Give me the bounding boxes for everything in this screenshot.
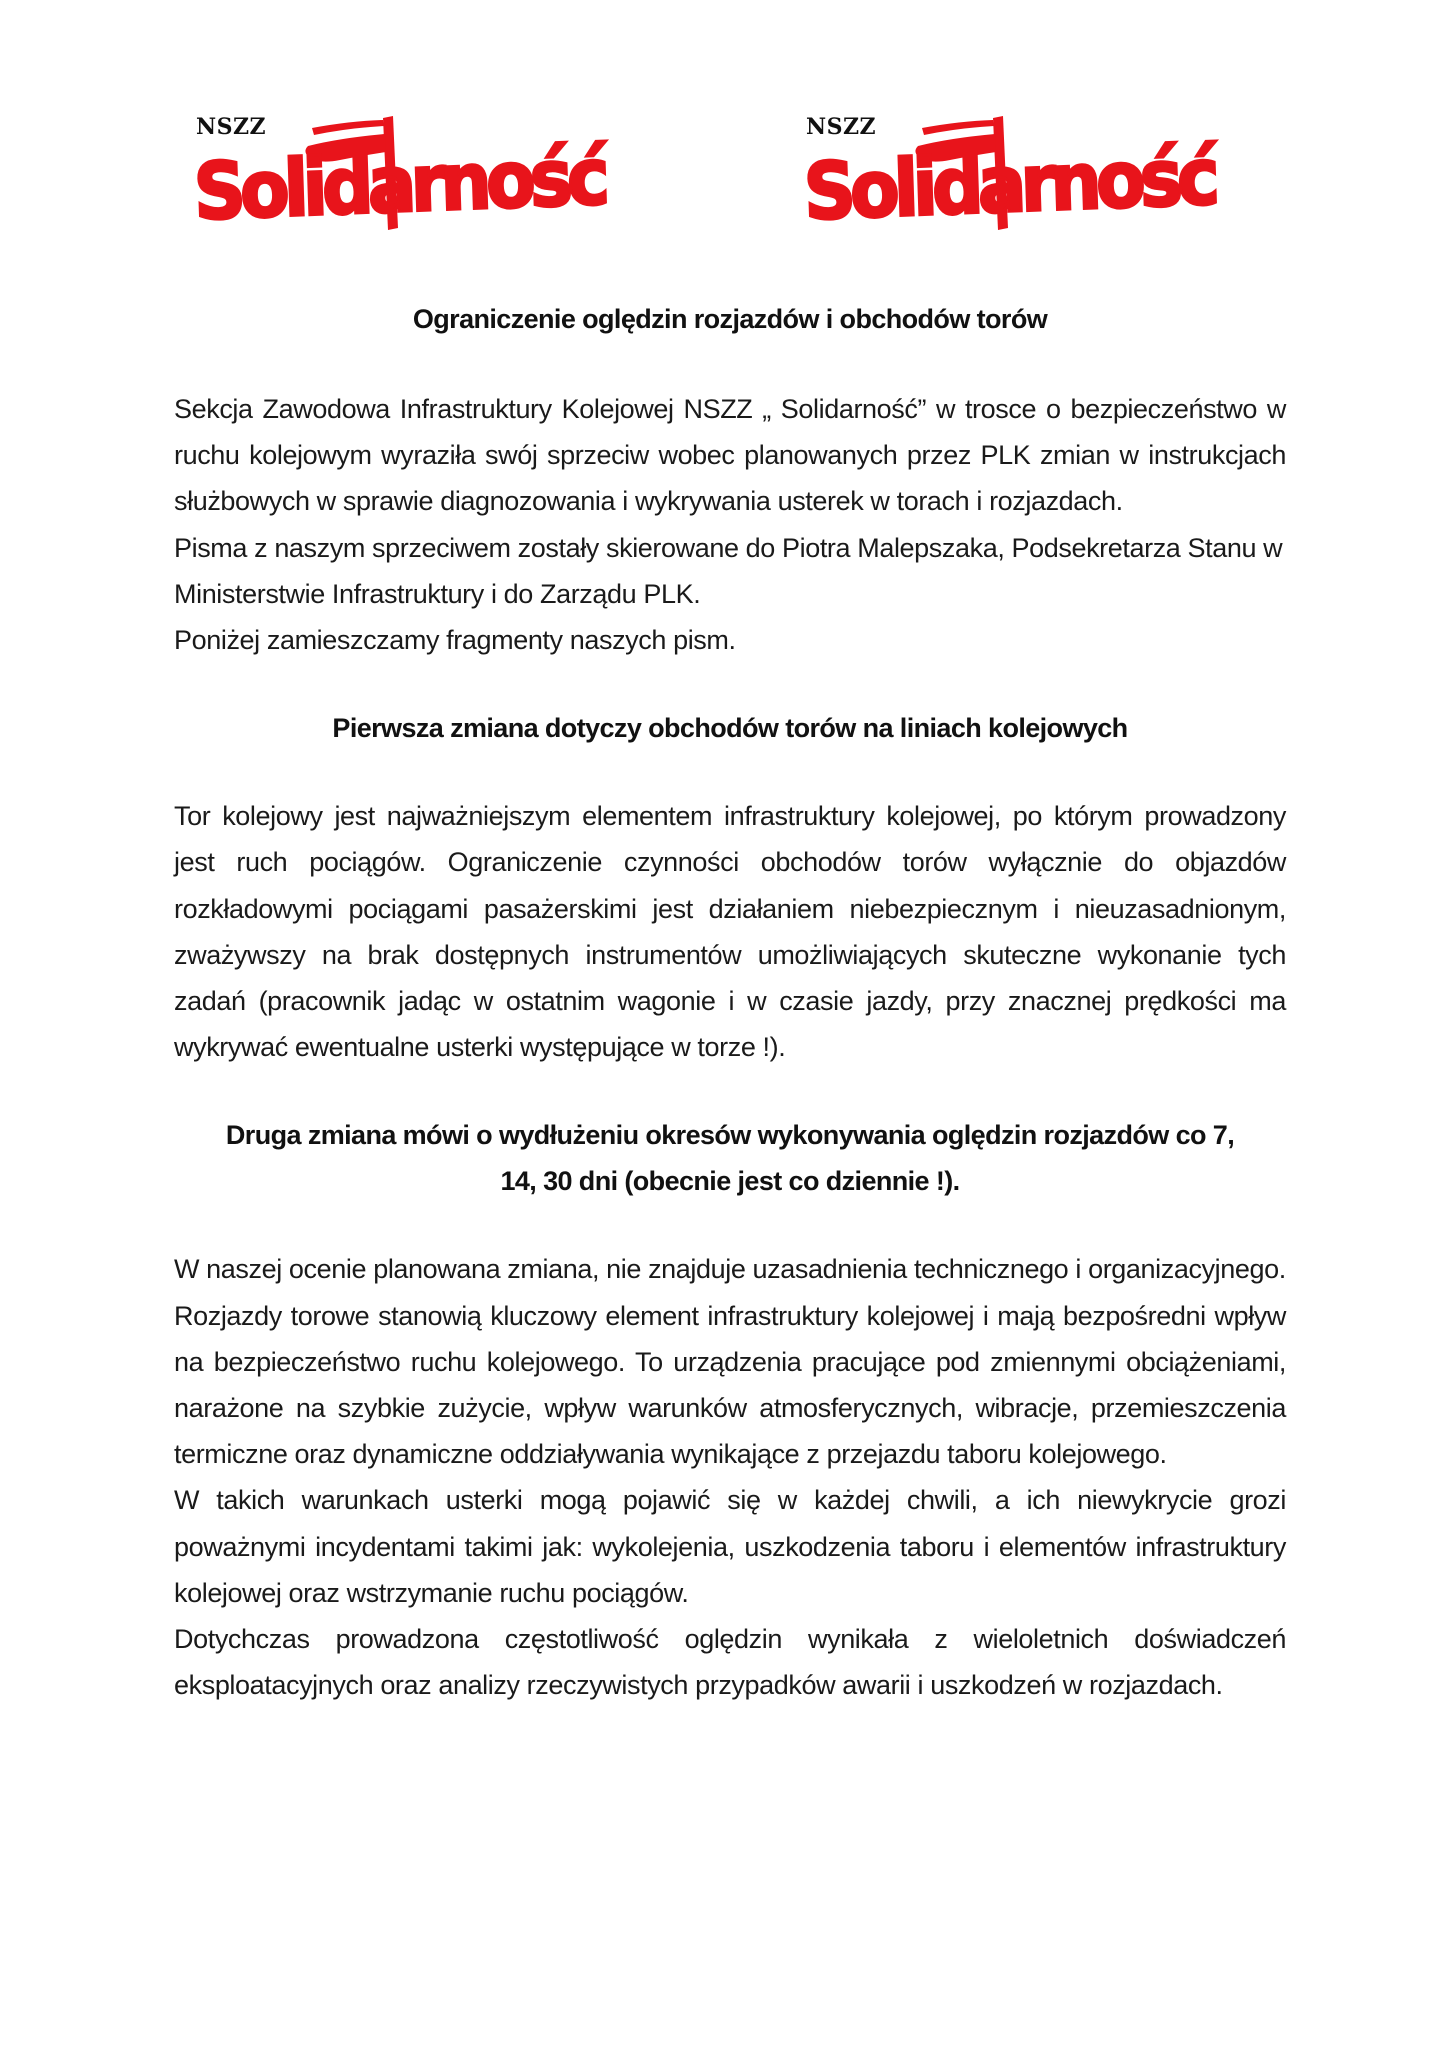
section2-paragraph: W takich warunkach usterki mogą pojawić się w każdej chwili, a ich niewykrycie grozi poważnymi incydentami takimi jak: wykolejenia, uszkodzenia taboru i elementów infrastruktury kolejowej oraz wstrzymanie ruchu pociągów. xyxy=(174,1485,1286,1608)
section1-paragraph: Tor kolejowy jest najważniejszym elementem infrastruktury kolejowej, po którym prowadzony jest ruch pociągów. Ograniczenie czynności obchodów torów wyłącznie do objazdów rozkładowymi pociągami pasażerskimi jest działaniem niebezpiecznym i nieuzasadnionym, zważywszy na brak dostępnych instrumentów umożliwiających skuteczne wykonanie tych zadań (pracownik jadąc w ostatnim wagonie i w czasie jazdy, przy znacznej prędkości ma wykrywać ewentualne usterki występujące w torze !). xyxy=(174,801,1286,1063)
section2-heading-line2: 14, 30 dni (obecnie jest co dziennie !). xyxy=(500,1166,960,1197)
logo-prefix: NSZZ xyxy=(806,114,877,140)
solidarnosc-logo-right xyxy=(790,108,1216,258)
intro-paragraph: Pisma z naszym sprzeciwem zostały skierowane do Piotra Malepszaka, Podsekretarza Stanu w Ministerstwie Infrastruktury i do Zarządu PLK. xyxy=(174,532,1283,609)
section2-paragraph: W naszej ocenie planowana zmiana, nie znajduje uzasadnienia technicznego i organizacyjnego. xyxy=(174,1254,1286,1285)
section2-paragraph: Rozjazdy torowe stanowią kluczowy element infrastruktury kolejowej i mają bezpośredni wpływ na bezpieczeństwo ruchu kolejowego. To urządzenia pracujące pod zmiennymi obciążeniami, narażone na szybkie zużycie, wpływ warunków atmosferycznych, wibracje, przemieszczenia termiczne oraz dynamiczne oddziaływania wynikające z przejazdu taboru kolejowego. xyxy=(174,1300,1286,1470)
section2-paragraph: Dotychczas prowadzona częstotliwość oględzin wynikała z wieloletnich doświadczeń eksploatacyjnych oraz analizy rzeczywistych przypadków awarii i uszkodzeń w rozjazdach. xyxy=(174,1624,1286,1701)
document-title: Ograniczenie oględzin rozjazdów i obchodów torów xyxy=(412,304,1048,334)
solidarnosc-logo-left xyxy=(180,108,606,258)
intro-paragraph: Sekcja Zawodowa Infrastruktury Kolejowej NSZZ „ Solidarność” w trosce o bezpieczeństwo w ruchu kolejowym wyraziła swój sprzeciw wobec planowanych przez PLK zmian w instrukcjach służbowych w sprawie diagnozowania i wykrywania usterek w torach i rozjazdach. xyxy=(174,394,1286,517)
intro-paragraph: Poniżej zamieszczamy fragmenty naszych pism. xyxy=(174,625,736,656)
document-body xyxy=(174,296,1286,1708)
logo-wordmark: Solidarność xyxy=(802,132,1216,238)
section2-heading-line1: Druga zmiana mówi o wydłużeniu okresów wykonywania oględzin rozjazdów co 7, xyxy=(225,1120,1235,1151)
logo-prefix: NSZZ xyxy=(196,114,267,140)
logo-wordmark: Solidarność xyxy=(192,132,606,238)
section1-heading: Pierwsza zmiana dotyczy obchodów torów na liniach kolejowych xyxy=(332,713,1128,744)
